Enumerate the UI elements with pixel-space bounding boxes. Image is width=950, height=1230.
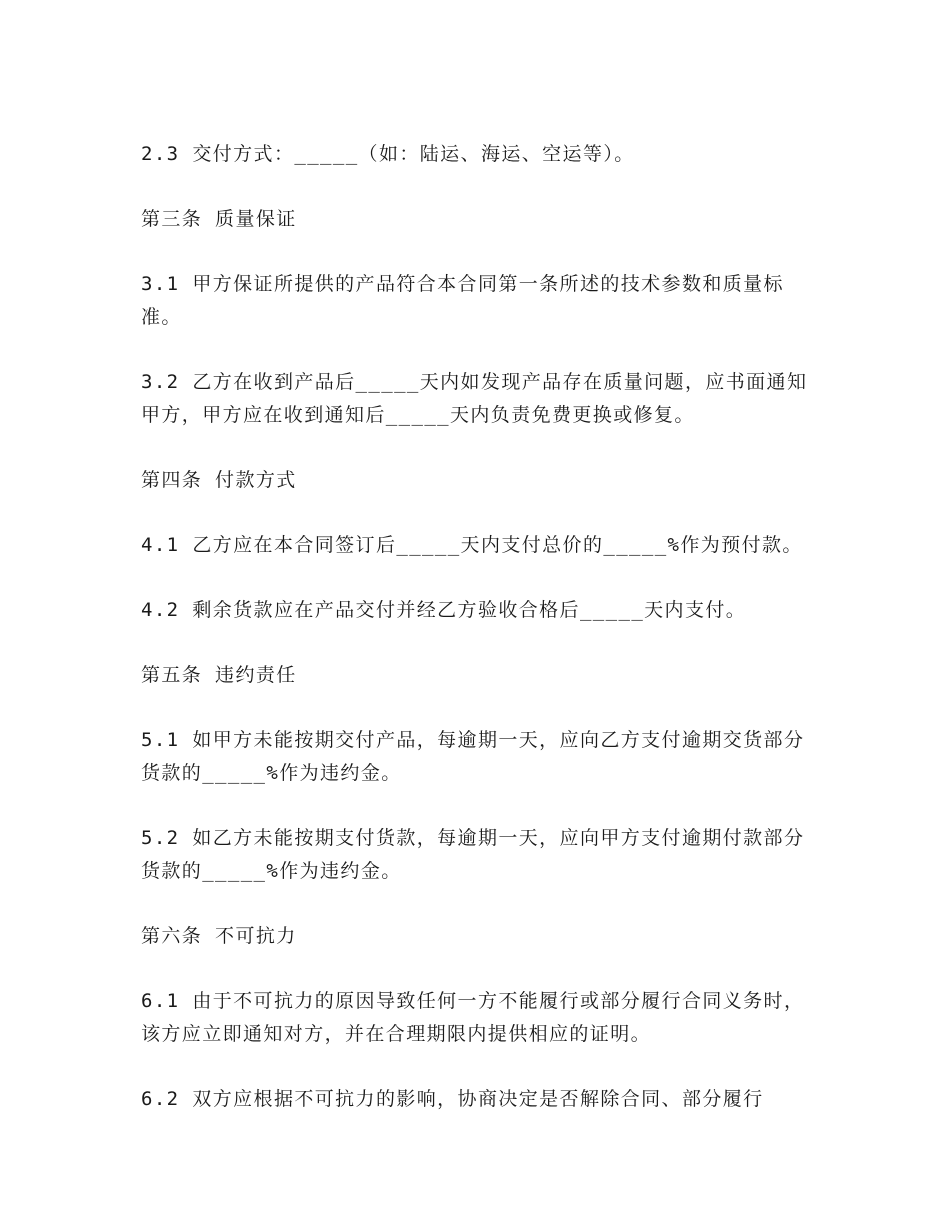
contract-page [141,138,809,1148]
article-4-heading: 第四条 付款方式 [141,469,297,491]
clause-6-2: 6.2 双方应根据不可抗力的影响，协商决定是否解除合同、部分履行 [141,1088,764,1110]
clause-3-1: 3.1 甲方保证所提供的产品符合本合同第一条所述的技术参数和质量标准。 [141,273,784,328]
clause-4-1: 4.1 乙方应在本合同签订后_____天内支付总价的_____%作为预付款。 [141,534,803,556]
clause-2-3: 2.3 交付方式：_____（如：陆运、海运、空运等）。 [141,143,635,165]
clause-5-2: 5.2 如乙方未能按期支付货款，每逾期一天，应向甲方支付逾期付款部分货款的_____%作为违约金。 [141,827,805,882]
article-3-heading: 第三条 质量保证 [141,208,297,230]
article-6-heading: 第六条 不可抗力 [141,925,297,947]
clause-5-1: 5.1 如甲方未能按期交付产品，每逾期一天，应向乙方支付逾期交货部分货款的_____%作为违约金。 [141,729,805,784]
clause-4-2: 4.2 剩余货款应在产品交付并经乙方验收合格后_____天内支付。 [141,599,747,621]
article-5-heading: 第五条 违约责任 [141,664,297,686]
clause-6-1: 6.1 由于不可抗力的原因导致任何一方不能履行或部分履行合同义务时，该方应立即通知对方，并在合理期限内提供相应的证明。 [141,990,805,1045]
clause-3-2: 3.2 乙方在收到产品后_____天内如发现产品存在质量问题，应书面通知甲方，甲方应在收到通知后_____天内负责免费更换或修复。 [141,371,808,426]
